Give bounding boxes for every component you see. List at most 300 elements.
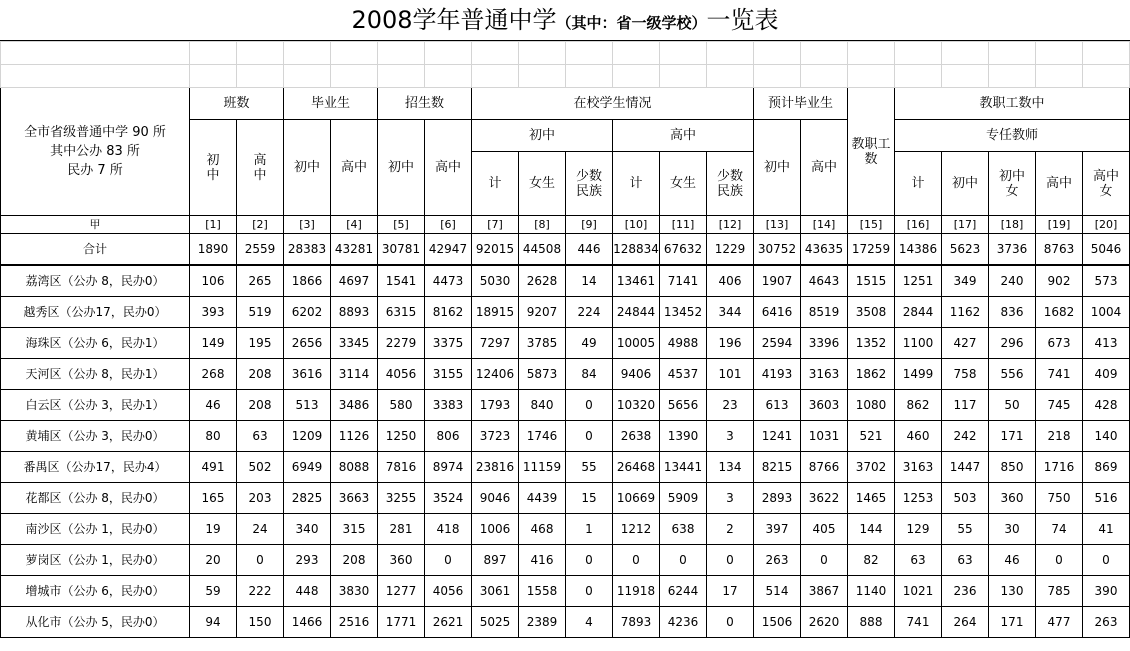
total-cell: 28383 [284, 234, 331, 266]
table-cell: 293 [284, 545, 331, 576]
table-cell: 13452 [660, 297, 707, 328]
table-cell: 2279 [378, 328, 425, 359]
table-row [1, 390, 1130, 421]
table-cell: 2893 [754, 483, 801, 514]
table-cell: 502 [237, 452, 284, 483]
table-cell: 349 [942, 265, 989, 297]
table-row [1, 328, 1130, 359]
table-cell: 14 [566, 265, 613, 297]
table-cell: 6202 [284, 297, 331, 328]
header-ft-junior-female: 初中女 [989, 152, 1036, 216]
table-cell: 513 [284, 390, 331, 421]
table-cell: 9046 [472, 483, 519, 514]
row-label: 从化市（公办 5，民办0） [1, 607, 190, 638]
table-cell: 1080 [848, 390, 895, 421]
table-cell: 4236 [660, 607, 707, 638]
row-label: 荔湾区（公办 8，民办0） [1, 265, 190, 297]
table-cell: 741 [895, 607, 942, 638]
table-cell: 613 [754, 390, 801, 421]
table-cell: 130 [989, 576, 1036, 607]
table-cell: 1447 [942, 452, 989, 483]
index-cell: [19] [1036, 216, 1083, 234]
table-cell: 4439 [519, 483, 566, 514]
table-row [1, 514, 1130, 545]
table-cell: 1100 [895, 328, 942, 359]
table-cell: 7141 [660, 265, 707, 297]
table-cell: 1907 [754, 265, 801, 297]
total-row [1, 234, 1130, 266]
table-cell: 750 [1036, 483, 1083, 514]
table-cell: 144 [848, 514, 895, 545]
table-cell: 1541 [378, 265, 425, 297]
table-row [1, 452, 1130, 483]
table-cell: 1746 [519, 421, 566, 452]
row-label: 黄埔区（公办 3，民办0） [1, 421, 190, 452]
summary-cell: 全市省级普通中学 90 所 其中公办 83 所 民办 7 所 [1, 88, 190, 216]
table-cell: 7297 [472, 328, 519, 359]
table-cell: 8088 [331, 452, 378, 483]
table-cell: 74 [1036, 514, 1083, 545]
table-cell: 785 [1036, 576, 1083, 607]
total-cell: 42947 [425, 234, 472, 266]
table-cell: 1021 [895, 576, 942, 607]
table-cell: 3155 [425, 359, 472, 390]
table-cell: 3603 [801, 390, 848, 421]
header-classes-junior: 初中 [190, 120, 237, 216]
header-in-junior-minority: 少数民族 [566, 152, 613, 216]
index-cell: [12] [707, 216, 754, 234]
table-cell: 208 [237, 359, 284, 390]
table-cell: 340 [284, 514, 331, 545]
table-cell: 5909 [660, 483, 707, 514]
table-row [1, 297, 1130, 328]
table-cell: 556 [989, 359, 1036, 390]
header-classes-senior: 高中 [237, 120, 284, 216]
table-cell: 23 [707, 390, 754, 421]
table-cell: 264 [942, 607, 989, 638]
index-cell: [16] [895, 216, 942, 234]
header-in-junior-total: 计 [472, 152, 519, 216]
table-cell: 448 [284, 576, 331, 607]
table-cell: 3375 [425, 328, 472, 359]
table-cell: 8162 [425, 297, 472, 328]
table-row [1, 265, 1130, 297]
table-cell: 1241 [754, 421, 801, 452]
index-cell: [13] [754, 216, 801, 234]
table-cell: 41 [1083, 514, 1130, 545]
table-cell: 3486 [331, 390, 378, 421]
table-cell: 10669 [613, 483, 660, 514]
index-cell: [9] [566, 216, 613, 234]
table-cell: 2389 [519, 607, 566, 638]
row-label: 增城市（公办 6，民办0） [1, 576, 190, 607]
table-cell: 196 [707, 328, 754, 359]
table-cell: 3622 [801, 483, 848, 514]
table-cell: 84 [566, 359, 613, 390]
header-ft-junior: 初中 [942, 152, 989, 216]
table-cell: 6416 [754, 297, 801, 328]
table-cell: 1862 [848, 359, 895, 390]
table-cell: 268 [190, 359, 237, 390]
index-cell: [17] [942, 216, 989, 234]
index-cell: [2] [237, 216, 284, 234]
table-cell: 1466 [284, 607, 331, 638]
table-cell: 3616 [284, 359, 331, 390]
table-cell: 94 [190, 607, 237, 638]
table-cell: 3114 [331, 359, 378, 390]
table-cell: 1004 [1083, 297, 1130, 328]
table-cell: 406 [707, 265, 754, 297]
table-cell: 409 [1083, 359, 1130, 390]
total-cell: 30781 [378, 234, 425, 266]
table-cell: 10005 [613, 328, 660, 359]
table-cell: 2620 [801, 607, 848, 638]
header-grad-junior: 初中 [284, 120, 331, 216]
table-cell: 1390 [660, 421, 707, 452]
data-table [0, 41, 1130, 638]
table-cell: 0 [707, 545, 754, 576]
table-cell: 4643 [801, 265, 848, 297]
table-cell: 4056 [425, 576, 472, 607]
table-cell: 1126 [331, 421, 378, 452]
header-exp-senior: 高中 [801, 120, 848, 216]
table-cell: 208 [331, 545, 378, 576]
table-cell: 218 [1036, 421, 1083, 452]
table-cell: 2621 [425, 607, 472, 638]
table-cell: 1465 [848, 483, 895, 514]
table-cell: 1771 [378, 607, 425, 638]
table-cell: 0 [707, 607, 754, 638]
table-cell: 413 [1083, 328, 1130, 359]
total-cell: 5046 [1083, 234, 1130, 266]
blank-row [1, 42, 1130, 65]
header-grad-senior: 高中 [331, 120, 378, 216]
table-cell: 0 [425, 545, 472, 576]
table-cell: 2656 [284, 328, 331, 359]
table-cell: 50 [989, 390, 1036, 421]
table-cell: 416 [519, 545, 566, 576]
table-row [1, 421, 1130, 452]
table-cell: 140 [1083, 421, 1130, 452]
header-in-junior: 初中 [472, 120, 613, 152]
header-staff: 教职工数 [848, 88, 895, 216]
header-fulltime: 专任教师 [895, 120, 1130, 152]
table-cell: 59 [190, 576, 237, 607]
header-in-senior-total: 计 [613, 152, 660, 216]
table-cell: 3163 [801, 359, 848, 390]
header-graduates: 毕业生 [284, 88, 378, 120]
table-cell: 4697 [331, 265, 378, 297]
table-cell: 1682 [1036, 297, 1083, 328]
table-cell: 296 [989, 328, 1036, 359]
header-ft-senior: 高中 [1036, 152, 1083, 216]
table-cell: 1251 [895, 265, 942, 297]
table-cell: 224 [566, 297, 613, 328]
table-cell: 49 [566, 328, 613, 359]
table-cell: 17 [707, 576, 754, 607]
table-cell: 171 [989, 421, 1036, 452]
table-cell: 3508 [848, 297, 895, 328]
table-cell: 2516 [331, 607, 378, 638]
table-cell: 1352 [848, 328, 895, 359]
index-cell: [8] [519, 216, 566, 234]
blank-row [1, 65, 1130, 88]
table-cell: 55 [566, 452, 613, 483]
table-row [1, 607, 1130, 638]
table-cell: 8519 [801, 297, 848, 328]
table-cell: 393 [190, 297, 237, 328]
table-row [1, 483, 1130, 514]
header-in-junior-female: 女生 [519, 152, 566, 216]
total-cell: 128834 [613, 234, 660, 266]
table-cell: 63 [895, 545, 942, 576]
table-cell: 0 [237, 545, 284, 576]
table-cell: 428 [1083, 390, 1130, 421]
table-cell: 638 [660, 514, 707, 545]
total-cell: 446 [566, 234, 613, 266]
table-cell: 240 [989, 265, 1036, 297]
total-cell: 3736 [989, 234, 1036, 266]
table-cell: 2 [707, 514, 754, 545]
table-row [1, 359, 1130, 390]
total-cell: 92015 [472, 234, 519, 266]
table-cell: 673 [1036, 328, 1083, 359]
title-tail: 一览表 [706, 6, 779, 34]
header-expected-grad: 预计毕业生 [754, 88, 848, 120]
table-cell: 460 [895, 421, 942, 452]
table-cell: 242 [942, 421, 989, 452]
table-cell: 3163 [895, 452, 942, 483]
row-label: 海珠区（公办 6，民办1） [1, 328, 190, 359]
table-cell: 1793 [472, 390, 519, 421]
table-cell: 3785 [519, 328, 566, 359]
table-cell: 344 [707, 297, 754, 328]
table-cell: 12406 [472, 359, 519, 390]
table-cell: 4537 [660, 359, 707, 390]
total-cell: 1229 [707, 234, 754, 266]
table-cell: 1506 [754, 607, 801, 638]
table-cell: 46 [989, 545, 1036, 576]
table-cell: 573 [1083, 265, 1130, 297]
header-ft-senior-female: 高中女 [1083, 152, 1130, 216]
table-cell: 1866 [284, 265, 331, 297]
table-cell: 3867 [801, 576, 848, 607]
header-ft-total: 计 [895, 152, 942, 216]
table-cell: 13441 [660, 452, 707, 483]
table-cell: 19 [190, 514, 237, 545]
total-cell: 44508 [519, 234, 566, 266]
district-rows [1, 265, 1130, 638]
table-cell: 519 [237, 297, 284, 328]
table-cell: 0 [613, 545, 660, 576]
table-cell: 840 [519, 390, 566, 421]
table-cell: 63 [237, 421, 284, 452]
table-cell: 149 [190, 328, 237, 359]
table-cell: 9207 [519, 297, 566, 328]
table-cell: 30 [989, 514, 1036, 545]
table-cell: 24844 [613, 297, 660, 328]
table-cell: 0 [1083, 545, 1130, 576]
table-cell: 15 [566, 483, 613, 514]
table-cell: 758 [942, 359, 989, 390]
table-cell: 390 [1083, 576, 1130, 607]
table-cell: 6315 [378, 297, 425, 328]
total-cell: 43635 [801, 234, 848, 266]
table-cell: 6949 [284, 452, 331, 483]
table-cell: 1499 [895, 359, 942, 390]
table-cell: 10320 [613, 390, 660, 421]
index-cell: [10] [613, 216, 660, 234]
table-cell: 4 [566, 607, 613, 638]
table-cell: 5030 [472, 265, 519, 297]
total-cell: 1890 [190, 234, 237, 266]
header-in-school: 在校学生情况 [472, 88, 754, 120]
index-cell: [5] [378, 216, 425, 234]
table-cell: 806 [425, 421, 472, 452]
table-cell: 165 [190, 483, 237, 514]
table-cell: 4988 [660, 328, 707, 359]
table-cell: 468 [519, 514, 566, 545]
table-cell: 3396 [801, 328, 848, 359]
table-cell: 521 [848, 421, 895, 452]
table-cell: 4056 [378, 359, 425, 390]
table-cell: 0 [566, 576, 613, 607]
header-enroll: 招生数 [378, 88, 472, 120]
row-label: 萝岗区（公办 1，民办0） [1, 545, 190, 576]
table-cell: 129 [895, 514, 942, 545]
table-cell: 3830 [331, 576, 378, 607]
index-cell: [4] [331, 216, 378, 234]
table-cell: 1006 [472, 514, 519, 545]
table-cell: 263 [754, 545, 801, 576]
header-enroll-senior: 高中 [425, 120, 472, 216]
index-cell: [15] [848, 216, 895, 234]
table-cell: 11918 [613, 576, 660, 607]
table-cell: 9406 [613, 359, 660, 390]
row-label: 天河区（公办 8，民办1） [1, 359, 190, 390]
table-cell: 477 [1036, 607, 1083, 638]
table-cell: 1277 [378, 576, 425, 607]
table-cell: 850 [989, 452, 1036, 483]
table-cell: 503 [942, 483, 989, 514]
table-cell: 5873 [519, 359, 566, 390]
table-cell: 427 [942, 328, 989, 359]
total-cell: 67632 [660, 234, 707, 266]
table-cell: 3255 [378, 483, 425, 514]
table-cell: 20 [190, 545, 237, 576]
total-cell: 30752 [754, 234, 801, 266]
table-cell: 2844 [895, 297, 942, 328]
table-cell: 11159 [519, 452, 566, 483]
index-cell: [3] [284, 216, 331, 234]
table-cell: 171 [989, 607, 1036, 638]
header-in-senior: 高中 [613, 120, 754, 152]
table-cell: 0 [1036, 545, 1083, 576]
header-in-senior-minority: 少数民族 [707, 152, 754, 216]
table-cell: 2628 [519, 265, 566, 297]
table-cell: 5656 [660, 390, 707, 421]
table-cell: 3524 [425, 483, 472, 514]
table-cell: 18915 [472, 297, 519, 328]
table-cell: 491 [190, 452, 237, 483]
table-cell: 3061 [472, 576, 519, 607]
table-cell: 0 [660, 545, 707, 576]
table-cell: 315 [331, 514, 378, 545]
table-row [1, 545, 1130, 576]
table-cell: 1253 [895, 483, 942, 514]
index-cell: [14] [801, 216, 848, 234]
table-cell: 3702 [848, 452, 895, 483]
table-cell: 1250 [378, 421, 425, 452]
table-cell: 203 [237, 483, 284, 514]
table-cell: 55 [942, 514, 989, 545]
total-cell: 2559 [237, 234, 284, 266]
row-label: 越秀区（公办17，民办0） [1, 297, 190, 328]
table-cell: 897 [472, 545, 519, 576]
table-cell: 1515 [848, 265, 895, 297]
table-cell: 24 [237, 514, 284, 545]
table-cell: 836 [989, 297, 1036, 328]
table-cell: 1162 [942, 297, 989, 328]
table-cell: 6244 [660, 576, 707, 607]
table-cell: 101 [707, 359, 754, 390]
total-cell: 5623 [942, 234, 989, 266]
table-cell: 150 [237, 607, 284, 638]
title-main: 2008学年普通中学 [351, 6, 557, 34]
table-cell: 134 [707, 452, 754, 483]
table-cell: 4473 [425, 265, 472, 297]
row-label: 南沙区（公办 1，民办0） [1, 514, 190, 545]
table-cell: 281 [378, 514, 425, 545]
table-cell: 360 [989, 483, 1036, 514]
table-cell: 888 [848, 607, 895, 638]
table-cell: 3 [707, 421, 754, 452]
table-cell: 3383 [425, 390, 472, 421]
table-cell: 3663 [331, 483, 378, 514]
page-title [0, 0, 1130, 41]
table-cell: 862 [895, 390, 942, 421]
table-cell: 263 [1083, 607, 1130, 638]
table-cell: 23816 [472, 452, 519, 483]
table-cell: 741 [1036, 359, 1083, 390]
index-cell: [11] [660, 216, 707, 234]
table-cell: 2638 [613, 421, 660, 452]
table-cell: 2594 [754, 328, 801, 359]
table-cell: 0 [801, 545, 848, 576]
table-cell: 7893 [613, 607, 660, 638]
table-cell: 82 [848, 545, 895, 576]
title-subtitle: （其中：省一级学校） [556, 14, 707, 32]
table-cell: 1031 [801, 421, 848, 452]
table-cell: 1716 [1036, 452, 1083, 483]
table-cell: 514 [754, 576, 801, 607]
header-staff-in: 教职工数中 [895, 88, 1130, 120]
table-cell: 265 [237, 265, 284, 297]
index-cell: [20] [1083, 216, 1130, 234]
table-cell: 580 [378, 390, 425, 421]
total-cell: 43281 [331, 234, 378, 266]
total-cell: 8763 [1036, 234, 1083, 266]
table-cell: 8974 [425, 452, 472, 483]
table-cell: 745 [1036, 390, 1083, 421]
table-cell: 1 [566, 514, 613, 545]
table-cell: 0 [566, 390, 613, 421]
table-cell: 13461 [613, 265, 660, 297]
table-cell: 869 [1083, 452, 1130, 483]
table-cell: 63 [942, 545, 989, 576]
table-cell: 516 [1083, 483, 1130, 514]
table-cell: 1558 [519, 576, 566, 607]
